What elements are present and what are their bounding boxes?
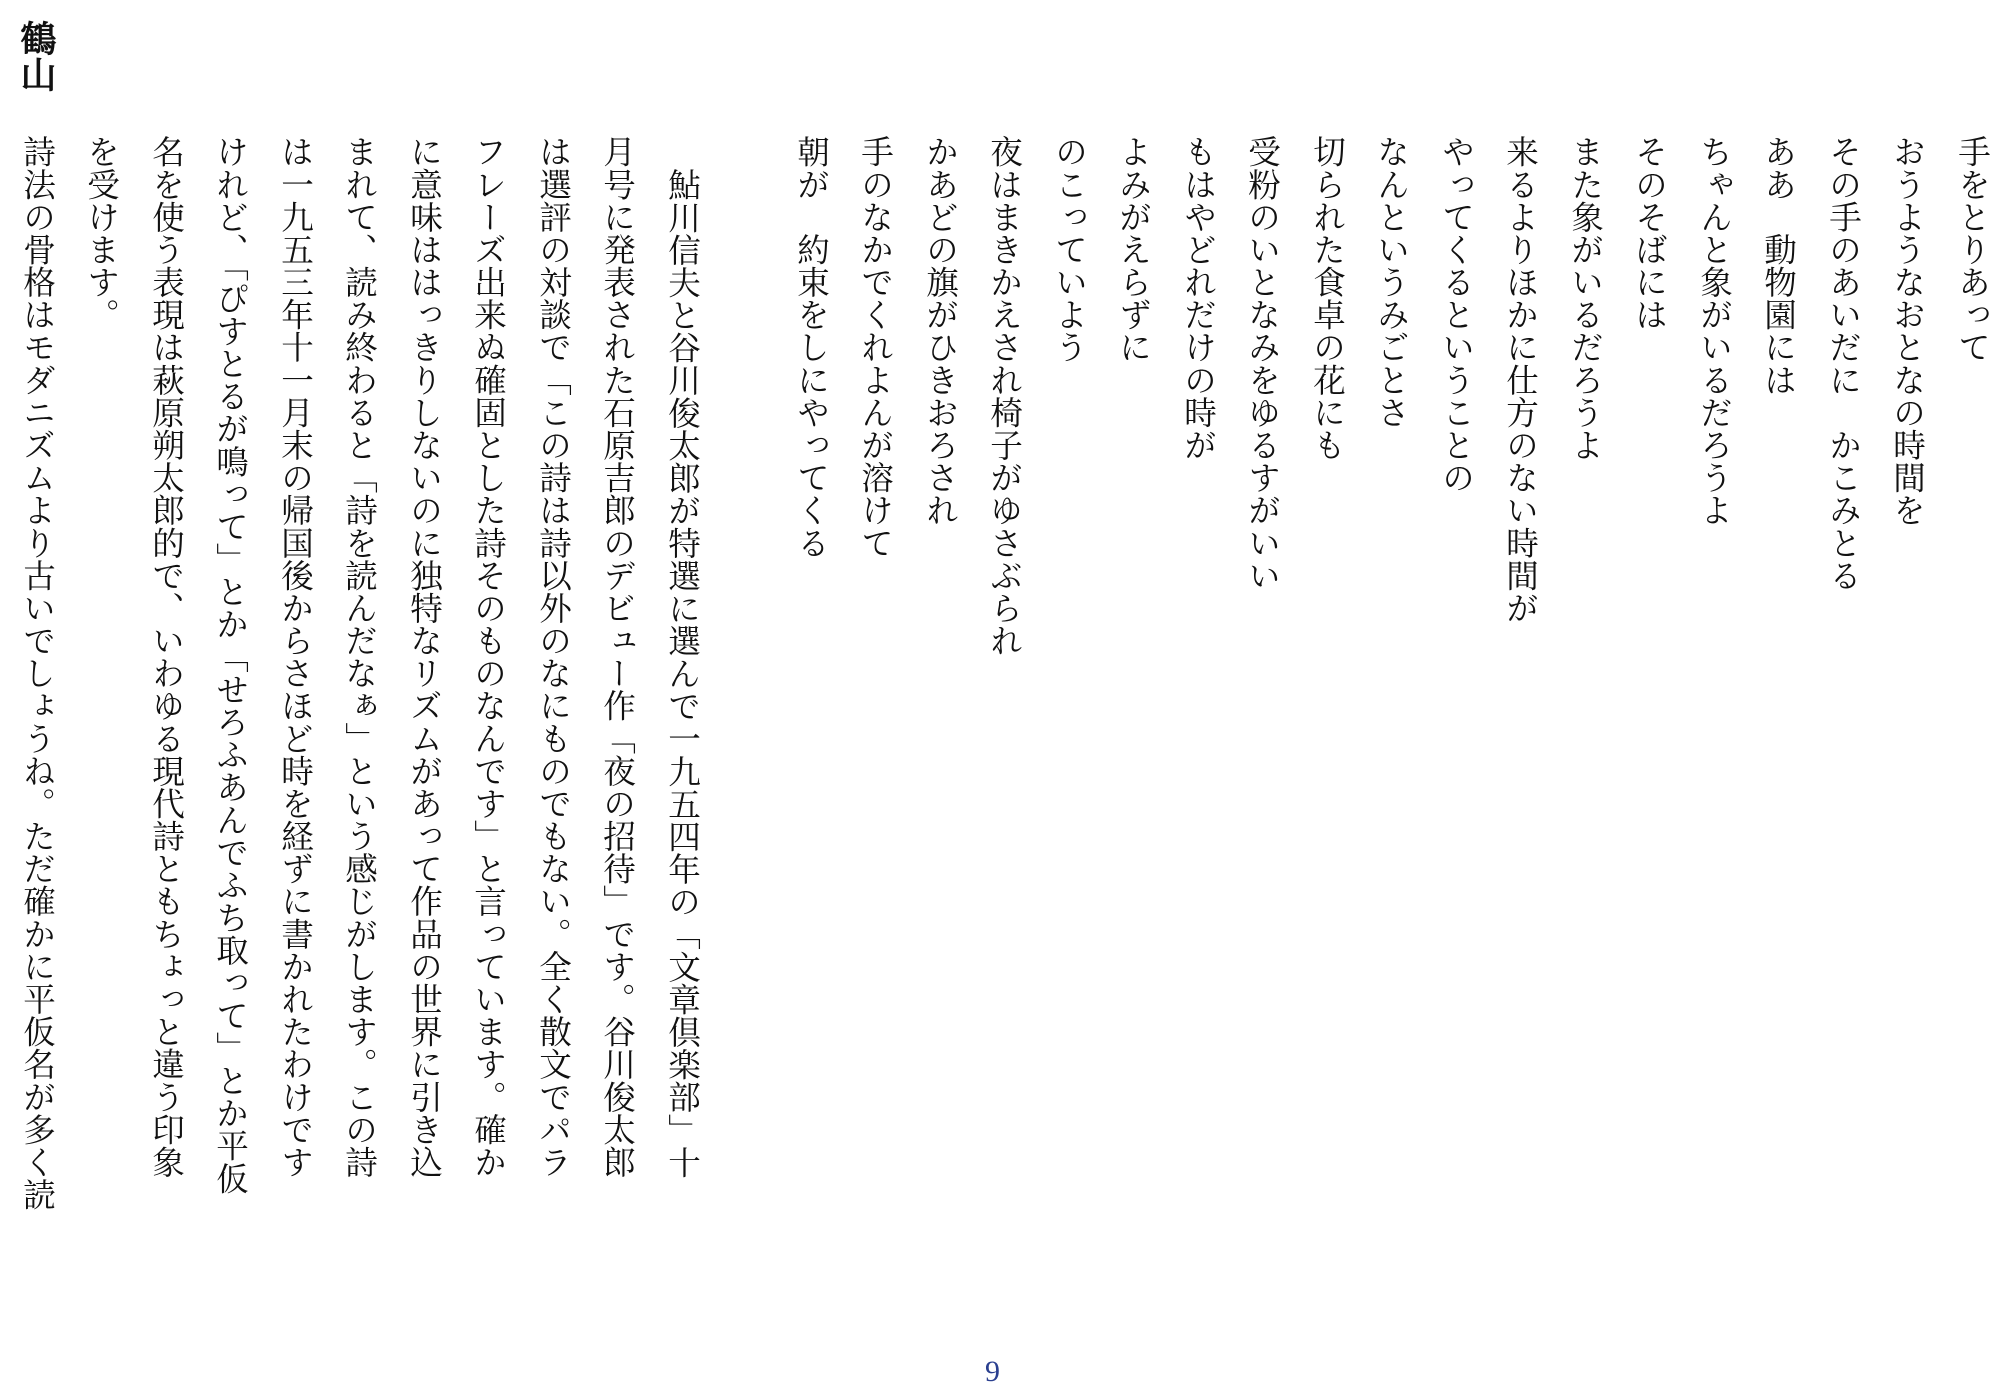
poem-line: ちゃんと象がいるだろうよ	[1695, 135, 1733, 527]
poem-line: また象がいるだろうよ	[1566, 135, 1604, 461]
poem-line: やってくるということの	[1437, 135, 1475, 494]
poem-line: 来るよりほかに仕方のない時間が	[1501, 135, 1539, 624]
poem-line: そのそばには	[1630, 135, 1668, 331]
prose-line: けれど、「ぴすとるが鳴って」とか「せろふあんでふち取って」とか平仮	[211, 135, 249, 1195]
page-number: 9	[985, 1355, 1000, 1388]
poem-line: おうようなおとなの時間を	[1888, 135, 1926, 527]
prose-line: 名を使う表現は萩原朔太郎的で、いわゆる現代詩ともちょっと違う印象	[147, 135, 185, 1178]
poem-line: 朝が 約束をしにやってくる	[792, 135, 830, 559]
prose-line: 詩法の骨格はモダニズムより古いでしょうね。ただ確かに平仮名が多く読	[18, 135, 56, 1211]
speaker-label: 鶴山	[15, 20, 57, 92]
poem-line: 手のなかでくれよんが溶けて	[856, 135, 894, 559]
prose-line: まれて、読み終わると「詩を読んだなぁ」という感じがします。この詩	[340, 135, 378, 1178]
prose-line: 鮎川信夫と谷川俊太郎が特選に選んで一九五四年の「文章倶楽部」十	[663, 168, 701, 1179]
poem-line: なんというみごとさ	[1372, 135, 1410, 429]
poem-line: ああ 動物園には	[1759, 135, 1797, 396]
poem-line: もはやどれだけの時が	[1179, 135, 1217, 461]
prose-line: 月号に発表された石原吉郎のデビュー作「夜の招待」です。谷川俊太郎	[598, 135, 636, 1178]
poem-line: 夜はまきかえされ椅子がゆさぶられ	[985, 135, 1023, 657]
poem-line: よみがえらずに	[1114, 135, 1152, 364]
poem-line: かあどの旗がひきおろされ	[921, 135, 959, 527]
prose-line: フレーズ出来ぬ確固とした詩そのものなんです」と言っています。確か	[469, 135, 507, 1178]
poem-line: 受粉のいとなみをゆるすがいい	[1243, 135, 1281, 592]
prose-line: に意味ははっきりしないのに独特なリズムがあって作品の世界に引き込	[405, 135, 443, 1178]
poem-line: のこっていよう	[1050, 135, 1088, 364]
poem-line: 切られた食卓の花にも	[1308, 135, 1346, 461]
poem-line: 手をとりあって	[1953, 135, 1991, 364]
prose-line: は一九五三年十一月末の帰国後からさほど時を経ずに書かれたわけです	[276, 135, 314, 1178]
prose-line: は選評の対談で「この詩は詩以外のなにものでもない。全く散文でパラ	[534, 135, 572, 1178]
poem-line: その手のあいだに かこみとる	[1824, 135, 1862, 592]
prose-line: を受けます。	[82, 135, 120, 331]
